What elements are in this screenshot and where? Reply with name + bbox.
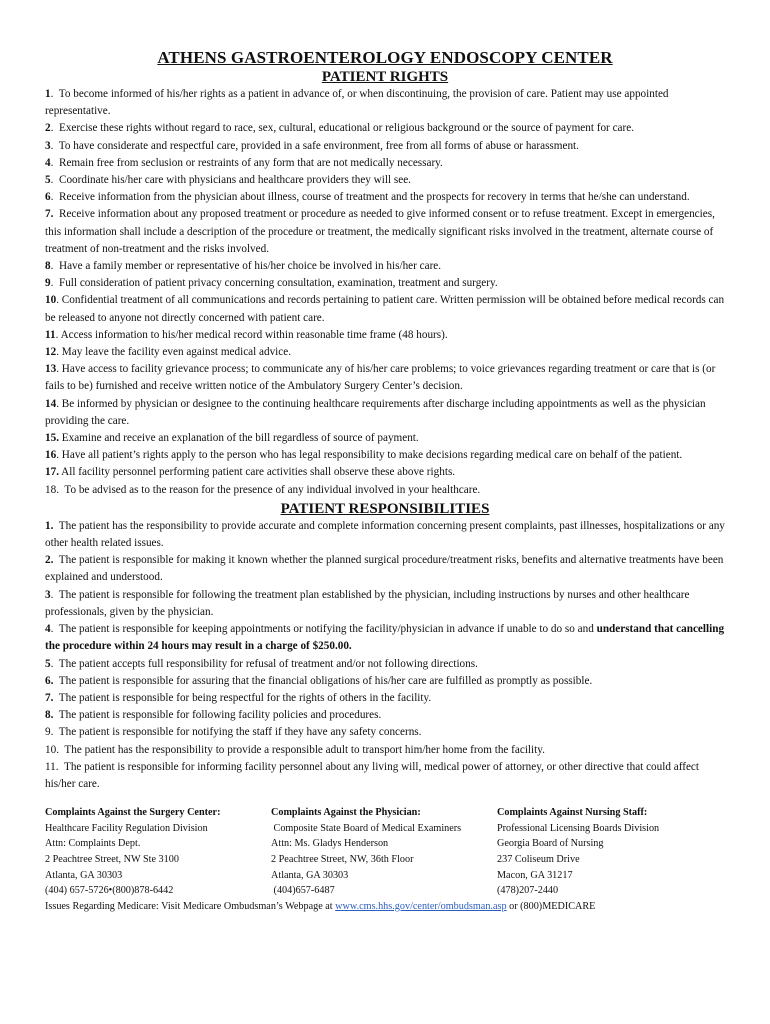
right-separator: . (50, 191, 59, 204)
right-number: 3 (45, 139, 51, 152)
right-number: 17. (45, 466, 59, 479)
right-item (45, 155, 725, 172)
responsibility-number: 5 (45, 657, 51, 670)
document-page (45, 48, 725, 914)
responsibility-item (45, 518, 725, 552)
right-text: Remain free from seclusion or restraints of any form that are not medically necessary. (58, 156, 443, 169)
contact-heading-text: Complaints Against Nursing Staff (497, 807, 644, 819)
responsibility-separator: . (55, 760, 64, 773)
contact-line: Atlanta, GA 30303 (271, 869, 349, 881)
contact-line: Composite State Board of Medical Examiners (271, 822, 462, 834)
right-number: 13 (45, 363, 57, 376)
right-text: Receive information about any proposed treatment or procedure as needed to give informed consent or to refuse treatment. Except in emergencies, this information shall include a description of the procedure or treatment, the medically significant risks involved in the treatment, alternate course of treatment of non-treatment and the risks involved. (45, 208, 715, 255)
right-item (45, 86, 725, 120)
right-text: Access information to his/her medical record within reasonable time frame (48 hours). (60, 328, 448, 341)
right-number: 8 (45, 260, 51, 273)
patient-responsibilities-heading: PATIENT RESPONSIBILITIES (280, 500, 490, 517)
responsibility-separator: . (50, 657, 59, 670)
right-item (45, 172, 725, 189)
contact-column (497, 805, 723, 899)
responsibility-text: The patient is responsible for following the treatment plan established by the physician, including instructions by nurses and other healthcare professionals, given by the physician. (45, 588, 690, 618)
right-item (45, 275, 725, 292)
right-separator: . (56, 397, 62, 410)
right-item (45, 189, 725, 206)
responsibility-number: 2. (45, 554, 54, 567)
medicare-suffix: or (800)MEDICARE (506, 900, 596, 912)
right-item (45, 120, 725, 137)
responsibility-text: The patient is responsible for keeping appointments or notifying the facility/physician in advance if unable to do so and (58, 623, 597, 636)
right-separator: . (56, 346, 62, 359)
ombudsman-link[interactable]: www.cms.hhs.gov/center/ombudsman.asp (335, 900, 507, 912)
responsibility-text: The patient is responsible for informing facility personnel about any living will, medical power of attorney, or other directive that could affect his/her care. (45, 760, 699, 790)
responsibility-item (45, 690, 725, 707)
right-separator: . (50, 277, 59, 290)
right-item (45, 464, 725, 481)
right-separator: . (55, 328, 61, 341)
responsibility-number: 11 (45, 760, 56, 773)
contact-line: Professional Licensing Boards Division (497, 822, 660, 834)
responsibility-text: The patient is responsible for notifying the staff if they have any safety concerns. (58, 726, 422, 739)
right-separator: . (50, 156, 59, 169)
right-number: 16 (45, 449, 57, 462)
right-item (45, 206, 725, 258)
responsibility-item (45, 552, 725, 586)
right-number: 9 (45, 277, 51, 290)
right-item (45, 138, 725, 155)
responsibility-text: The patient is responsible for making it known whether the planned surgical procedure/treatment risks, benefits and alternative treatments have been explained and understood. (45, 554, 724, 584)
responsibility-text: The patient has the responsibility to provide accurate and complete information concerning present complaints, past illnesses, hospitalizations or any other health related issues. (45, 519, 725, 550)
responsibility-text: The patient is responsible for following facility policies and procedures. (58, 709, 382, 722)
right-number: 15. (45, 432, 59, 445)
responsibility-number: 6. (45, 674, 54, 687)
right-item (45, 292, 725, 326)
right-text: All facility personnel performing patient care activities shall observe these above rights. (61, 466, 456, 479)
contact-line: (404) 657-5726•(800)878-6442 (45, 885, 174, 897)
contact-heading: Complaints Against the Physician: (271, 807, 421, 819)
right-text: Receive information from the physician about illness, course of treatment and the prospects for recovery in terms that he/she can understand. (58, 191, 690, 204)
right-separator: . (50, 139, 59, 152)
responsibility-text: The patient is responsible for assuring that the financial obligations of his/her care are fulfilled as promptly as possible. (58, 674, 593, 687)
contact-line: 2 Peachtree Street, NW Ste 3100 (45, 853, 179, 865)
responsibility-item (45, 742, 725, 759)
patient-rights-heading: PATIENT RIGHTS (321, 69, 449, 85)
medicare-prefix: Issues Regarding Medicare: Visit Medicare Ombudsman’s Webpage at (45, 900, 336, 912)
right-item (45, 430, 725, 447)
right-item (45, 361, 725, 395)
responsibility-number: 4 (45, 623, 51, 636)
contact-line: (404)657-6487 (271, 885, 335, 897)
responsibility-number: 9 (45, 726, 51, 739)
responsibility-separator: . (50, 623, 59, 636)
right-separator: . (56, 449, 62, 462)
complaint-contacts (45, 805, 725, 899)
responsibility-item (45, 724, 725, 741)
right-item (45, 327, 725, 344)
right-text: Have a family member or representative of his/her choice be involved in his/her care. (58, 260, 442, 273)
right-number: 12 (45, 346, 57, 359)
right-number: 11 (45, 328, 56, 341)
right-number: 1 (45, 88, 51, 100)
right-number: 5 (45, 174, 51, 187)
right-separator: . (50, 88, 59, 100)
responsibility-number: 7. (45, 691, 54, 704)
responsibility-item (45, 587, 725, 621)
right-number: 2 (45, 122, 51, 135)
right-item (45, 258, 725, 275)
right-number: 10 (45, 294, 57, 307)
right-text: To have considerate and respectful care, provided in a safe environment, free from all forms of abuse or harassment. (58, 139, 579, 152)
responsibility-item (45, 673, 725, 690)
responsibility-item (45, 707, 725, 724)
responsibility-separator: . (50, 588, 59, 601)
document-title: ATHENS GASTROENTEROLOGY ENDOSCOPY CENTER (157, 48, 613, 67)
responsibility-emphasis: understand that cancelling the procedure within 24 hours may result in a charge of $250.00. (45, 623, 725, 653)
right-item (45, 447, 725, 464)
right-text: To become informed of his/her rights as a patient in advance of, or when discontinuing, the provision of care. Patient may use appointed representative. (45, 88, 669, 118)
right-item (45, 344, 725, 361)
contact-heading-text: Complaints Against the Physician (271, 807, 418, 819)
medicare-line (45, 899, 725, 915)
contact-line: Georgia Board of Nursing (497, 838, 604, 850)
responsibility-item (45, 656, 725, 673)
patient-responsibilities-list (45, 518, 725, 793)
contact-line: Healthcare Facility Regulation Division (45, 822, 208, 834)
contact-line: (478)207-2440 (497, 885, 559, 897)
right-number: 14 (45, 397, 57, 410)
responsibility-text: The patient is responsible for being respectful for the rights of others in the facility. (58, 691, 432, 704)
contact-heading: Complaints Against the Surgery Center: (45, 807, 221, 819)
responsibility-text: The patient accepts full responsibility for refusal of treatment and/or not following directions. (58, 657, 478, 670)
contact-heading: Complaints Against Nursing Staff: (497, 807, 648, 819)
right-text: May leave the facility even against medical advice. (61, 346, 292, 359)
responsibility-number: 8. (45, 709, 54, 722)
right-text: Be informed by physician or designee to the continuing healthcare requirements after discharge including appointments as well as the physician providing the care. (45, 397, 706, 427)
contact-column (271, 805, 497, 899)
contact-line: Atlanta, GA 30303 (45, 869, 123, 881)
right-text: Confidential treatment of all communications and records pertaining to patient care. Written permission will be obtained before medical records can be released to anyone not directly concerned with patient care. (45, 294, 725, 324)
right-text: Full consideration of patient privacy concerning consultation, examination, treatment and surgery. (58, 277, 498, 290)
contact-line: Macon, GA 31217 (497, 869, 573, 881)
right-number: 4 (45, 156, 51, 169)
right-item (45, 482, 725, 499)
right-text: To be advised as to the reason for the presence of any individual involved in your healthcare. (64, 483, 481, 496)
right-separator: . (56, 363, 62, 376)
right-number: 7. (45, 208, 54, 221)
right-number: 6 (45, 191, 51, 204)
responsibility-item (45, 759, 725, 793)
right-text: Coordinate his/her care with physicians and healthcare providers they will see. (58, 174, 411, 187)
right-separator: . (50, 122, 59, 135)
right-number: 18 (45, 483, 57, 496)
right-separator: . (50, 260, 59, 273)
right-separator: . (56, 294, 62, 307)
contact-heading-text: Complaints Against the Surgery Center (45, 807, 218, 819)
right-text: Exercise these rights without regard to race, sex, cultural, educational or religious background or the source of payment for care. (58, 122, 634, 135)
right-text: Examine and receive an explanation of the bill regardless of source of payment. (61, 432, 419, 445)
contact-line: Attn: Ms. Gladys Henderson (271, 838, 389, 850)
responsibility-separator: . (56, 743, 65, 756)
contact-line: 2 Peachtree Street, NW, 36th Floor (271, 853, 414, 865)
responsibility-separator: . (50, 726, 59, 739)
contact-column (45, 805, 271, 899)
patient-rights-list (45, 86, 725, 499)
right-separator: . (50, 174, 59, 187)
responsibility-text: The patient has the responsibility to provide a responsible adult to transport him/her home from the facility. (64, 743, 545, 756)
right-separator: . (56, 483, 65, 496)
responsibility-number: 3 (45, 588, 51, 601)
contact-line: 237 Coliseum Drive (497, 853, 580, 865)
right-text: Have all patient’s rights apply to the person who has legal responsibility to make decisions regarding medical care on behalf of the patient. (61, 449, 683, 462)
right-text: Have access to facility grievance process; to communicate any of his/her care problems; to voice grievances regarding treatment or care that is (or fails to be) furnished and receive written notice of the Ambulatory Surgery Center’s decision. (45, 363, 716, 393)
right-item (45, 396, 725, 430)
responsibility-number: 1. (45, 519, 54, 532)
contact-line: Attn: Complaints Dept. (45, 838, 141, 850)
responsibility-item (45, 621, 725, 655)
responsibility-number: 10 (45, 743, 57, 756)
